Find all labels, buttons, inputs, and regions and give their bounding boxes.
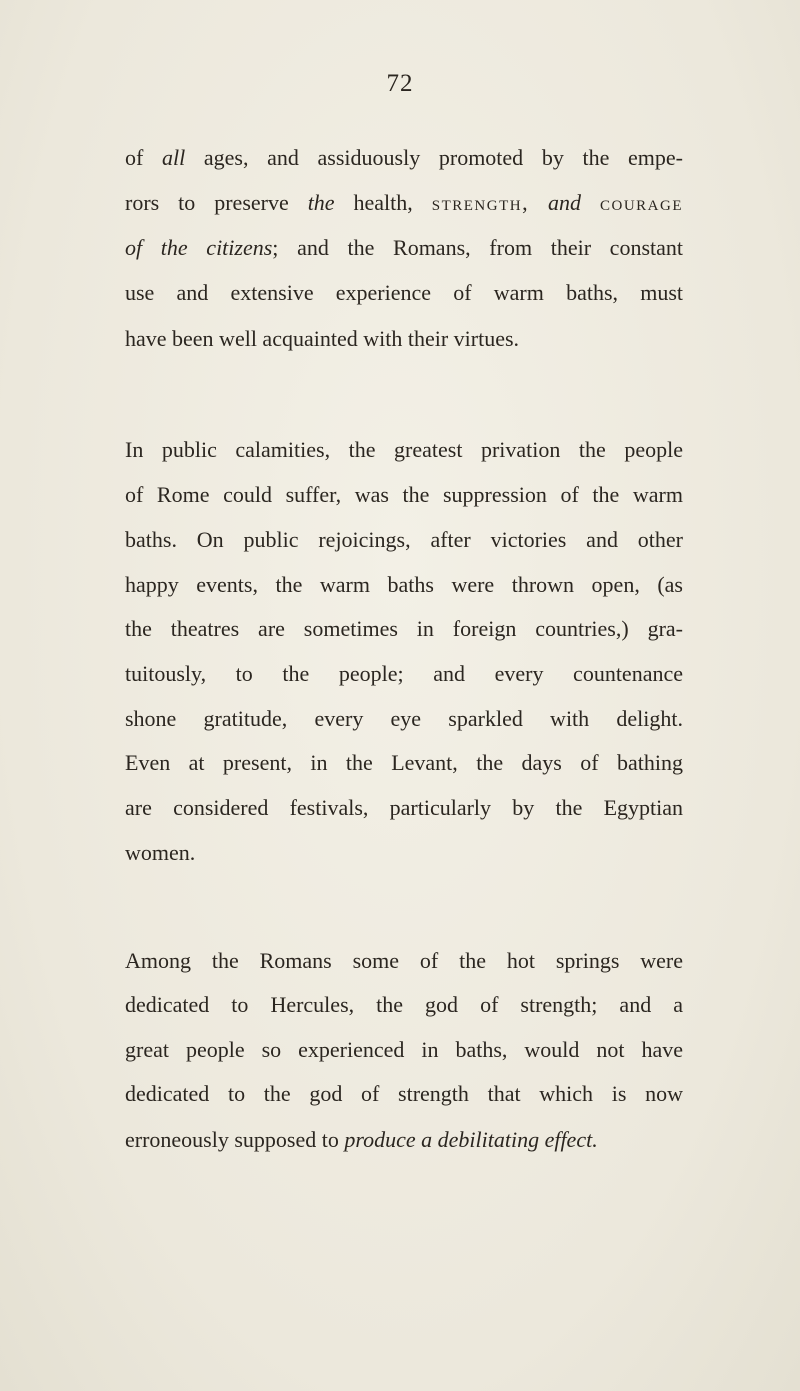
text-segment: rors to preserve (125, 190, 308, 215)
text-line (125, 435, 683, 465)
text-segment: courage (599, 190, 683, 215)
text-segment: produce a debilitating effect. (344, 1127, 598, 1152)
text-segment: happy events, the warm baths were thrown open, (as (125, 572, 683, 597)
text-segment: of (125, 145, 162, 170)
text-segment: all (161, 145, 186, 170)
text-line (125, 704, 683, 734)
text-line (125, 659, 683, 689)
text-line (125, 990, 683, 1020)
text-segment: have been well acquainted with their virtues. (125, 326, 520, 351)
text-segment: dedicated to Hercules, the god of strength; and a (125, 992, 683, 1017)
text-line (125, 1125, 683, 1155)
text-line (125, 278, 683, 308)
text-line (125, 570, 683, 600)
text-segment (581, 190, 600, 215)
text-line (125, 748, 683, 778)
text-line (125, 143, 683, 173)
text-segment: dedicated to the god of strength that which is now (125, 1081, 683, 1106)
text-line (125, 1035, 683, 1065)
text-segment: strength, (431, 190, 530, 215)
text-segment: Even at present, in the Levant, the days of bathing (125, 750, 683, 775)
text-segment: women. (125, 840, 196, 865)
text-segment: and (548, 190, 582, 215)
text-segment: In public calamities, the greatest privation the people (125, 437, 683, 462)
text-segment: use and extensive experience of warm baths, must (125, 280, 683, 305)
text-line (125, 525, 683, 555)
text-line (125, 480, 683, 510)
text-segment: the (307, 190, 335, 215)
text-segment: tuitously, to the people; and every countenance (125, 661, 683, 686)
text-segment: health, (334, 190, 432, 215)
text-segment: are considered festivals, particularly by the Egyptian (125, 795, 683, 820)
text-segment: ages, and assiduously promoted by the empe- (185, 145, 683, 170)
text-segment: baths. On public rejoicings, after victories and other (125, 527, 683, 552)
text-line (125, 233, 683, 263)
text-line (125, 793, 683, 823)
text-segment: of Rome could suffer, was the suppression of the warm (125, 482, 683, 507)
text-line (125, 838, 683, 868)
text-segment: of the citizens (125, 235, 273, 260)
text-segment: shone gratitude, every eye sparkled with delight. (125, 706, 683, 731)
text-line (125, 614, 683, 644)
text-segment: ; and the Romans, from their constant (272, 235, 683, 260)
text-segment: erroneously supposed to (125, 1127, 345, 1152)
text-line (125, 324, 683, 354)
text-line (125, 1079, 683, 1109)
text-segment (529, 190, 548, 215)
text-segment: the theatres are sometimes in foreign countries,) gra- (125, 616, 683, 641)
text-segment: Among the Romans some of the hot springs were (125, 948, 683, 973)
text-line (125, 188, 683, 218)
text-segment: great people so experienced in baths, would not have (125, 1037, 683, 1062)
page-number: 72 (386, 70, 414, 97)
text-line (125, 946, 683, 976)
